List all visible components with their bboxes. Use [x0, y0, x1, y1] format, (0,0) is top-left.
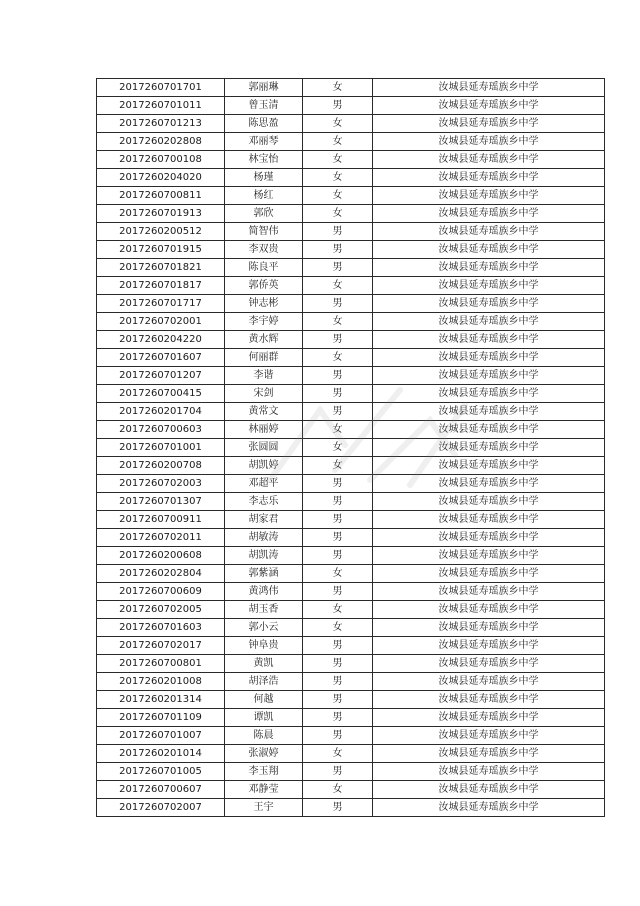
school-name-cell: 汝城县延寿瑶族乡中学: [373, 799, 605, 817]
candidate-name-cell: 宋剑: [225, 385, 303, 403]
candidate-id-cell: 2017260201008: [97, 673, 225, 691]
school-name-cell: 汝城县延寿瑶族乡中学: [373, 151, 605, 169]
school-name-cell: 汝城县延寿瑶族乡中学: [373, 511, 605, 529]
school-name-cell: 汝城县延寿瑶族乡中学: [373, 97, 605, 115]
table-row: [97, 187, 605, 205]
candidate-sex-cell: 男: [303, 241, 373, 259]
school-name-cell: 汝城县延寿瑶族乡中学: [373, 439, 605, 457]
candidate-id-cell: 2017260701915: [97, 241, 225, 259]
candidate-name-cell: 何越: [225, 691, 303, 709]
candidate-id-cell: 2017260702017: [97, 637, 225, 655]
candidate-name-cell: 黄常文: [225, 403, 303, 421]
candidate-name-cell: 李玉翔: [225, 763, 303, 781]
school-name-cell: 汝城县延寿瑶族乡中学: [373, 475, 605, 493]
candidate-name-cell: 胡家君: [225, 511, 303, 529]
school-name-cell: 汝城县延寿瑶族乡中学: [373, 79, 605, 97]
candidate-sex-cell: 女: [303, 421, 373, 439]
school-name-cell: 汝城县延寿瑶族乡中学: [373, 565, 605, 583]
table-row: [97, 223, 605, 241]
school-name-cell: 汝城县延寿瑶族乡中学: [373, 727, 605, 745]
school-name-cell: 汝城县延寿瑶族乡中学: [373, 709, 605, 727]
candidate-id-cell: 2017260701109: [97, 709, 225, 727]
candidate-sex-cell: 女: [303, 277, 373, 295]
candidate-name-cell: 黄凯: [225, 655, 303, 673]
school-name-cell: 汝城县延寿瑶族乡中学: [373, 367, 605, 385]
candidate-id-cell: 2017260700811: [97, 187, 225, 205]
candidate-sex-cell: 男: [303, 637, 373, 655]
candidate-name-cell: 陈晨: [225, 727, 303, 745]
candidate-id-cell: 2017260702011: [97, 529, 225, 547]
candidate-id-cell: 2017260701307: [97, 493, 225, 511]
school-name-cell: 汝城县延寿瑶族乡中学: [373, 187, 605, 205]
candidate-sex-cell: 男: [303, 763, 373, 781]
candidate-id-cell: 2017260702005: [97, 601, 225, 619]
school-name-cell: 汝城县延寿瑶族乡中学: [373, 583, 605, 601]
candidate-sex-cell: 男: [303, 691, 373, 709]
candidate-name-cell: 简智伟: [225, 223, 303, 241]
school-name-cell: 汝城县延寿瑶族乡中学: [373, 403, 605, 421]
candidate-sex-cell: 女: [303, 439, 373, 457]
candidate-name-cell: 邓静莹: [225, 781, 303, 799]
school-name-cell: 汝城县延寿瑶族乡中学: [373, 691, 605, 709]
table-row: [97, 205, 605, 223]
candidate-id-cell: 2017260702003: [97, 475, 225, 493]
table-row: [97, 277, 605, 295]
candidate-sex-cell: 男: [303, 529, 373, 547]
school-name-cell: 汝城县延寿瑶族乡中学: [373, 385, 605, 403]
table-row: [97, 133, 605, 151]
table-row: [97, 385, 605, 403]
candidate-sex-cell: 男: [303, 511, 373, 529]
candidate-sex-cell: 男: [303, 259, 373, 277]
candidate-sex-cell: 男: [303, 475, 373, 493]
table-row: [97, 583, 605, 601]
candidate-name-cell: 张淑婷: [225, 745, 303, 763]
candidate-name-cell: 胡凯涛: [225, 547, 303, 565]
table-row: [97, 547, 605, 565]
table-row: [97, 241, 605, 259]
candidate-name-cell: 王宇: [225, 799, 303, 817]
candidate-sex-cell: 女: [303, 187, 373, 205]
table-row: [97, 709, 605, 727]
candidate-name-cell: 黄鸿伟: [225, 583, 303, 601]
candidate-sex-cell: 女: [303, 349, 373, 367]
candidate-name-cell: 胡泽浩: [225, 673, 303, 691]
candidate-id-cell: 2017260202804: [97, 565, 225, 583]
candidate-id-cell: 2017260204020: [97, 169, 225, 187]
candidate-id-cell: 2017260700911: [97, 511, 225, 529]
table-row: [97, 511, 605, 529]
school-name-cell: 汝城县延寿瑶族乡中学: [373, 601, 605, 619]
candidate-sex-cell: 男: [303, 385, 373, 403]
candidate-id-cell: 2017260202808: [97, 133, 225, 151]
school-name-cell: 汝城县延寿瑶族乡中学: [373, 637, 605, 655]
candidate-sex-cell: 女: [303, 601, 373, 619]
candidate-sex-cell: 男: [303, 403, 373, 421]
table-row: [97, 673, 605, 691]
candidate-id-cell: 2017260701001: [97, 439, 225, 457]
school-name-cell: 汝城县延寿瑶族乡中学: [373, 547, 605, 565]
table-row: [97, 331, 605, 349]
school-name-cell: 汝城县延寿瑶族乡中学: [373, 529, 605, 547]
candidate-id-cell: 2017260701011: [97, 97, 225, 115]
candidate-sex-cell: 男: [303, 493, 373, 511]
candidate-name-cell: 陈思盈: [225, 115, 303, 133]
school-name-cell: 汝城县延寿瑶族乡中学: [373, 313, 605, 331]
candidate-sex-cell: 男: [303, 367, 373, 385]
school-name-cell: 汝城县延寿瑶族乡中学: [373, 349, 605, 367]
candidate-name-cell: 邓超平: [225, 475, 303, 493]
candidate-sex-cell: 女: [303, 151, 373, 169]
candidate-id-cell: 2017260701213: [97, 115, 225, 133]
candidate-sex-cell: 女: [303, 781, 373, 799]
table-row: [97, 367, 605, 385]
table-row: [97, 79, 605, 97]
candidate-id-cell: 2017260702007: [97, 799, 225, 817]
table-row: [97, 781, 605, 799]
candidate-id-cell: 2017260701607: [97, 349, 225, 367]
school-name-cell: 汝城县延寿瑶族乡中学: [373, 673, 605, 691]
candidate-sex-cell: 男: [303, 673, 373, 691]
candidate-sex-cell: 女: [303, 205, 373, 223]
candidate-sex-cell: 女: [303, 133, 373, 151]
table-row: [97, 763, 605, 781]
candidate-sex-cell: 女: [303, 565, 373, 583]
school-name-cell: 汝城县延寿瑶族乡中学: [373, 745, 605, 763]
table-row: [97, 475, 605, 493]
table-row: [97, 745, 605, 763]
school-name-cell: 汝城县延寿瑶族乡中学: [373, 295, 605, 313]
school-name-cell: 汝城县延寿瑶族乡中学: [373, 763, 605, 781]
school-name-cell: 汝城县延寿瑶族乡中学: [373, 169, 605, 187]
candidate-name-cell: 陈良平: [225, 259, 303, 277]
candidate-id-cell: 2017260700415: [97, 385, 225, 403]
candidate-id-cell: 2017260701821: [97, 259, 225, 277]
candidate-name-cell: 谭凯: [225, 709, 303, 727]
school-name-cell: 汝城县延寿瑶族乡中学: [373, 655, 605, 673]
candidate-sex-cell: 男: [303, 655, 373, 673]
table-row: [97, 439, 605, 457]
candidate-sex-cell: 男: [303, 583, 373, 601]
school-name-cell: 汝城县延寿瑶族乡中学: [373, 781, 605, 799]
table-row: [97, 349, 605, 367]
candidate-name-cell: 曾玉清: [225, 97, 303, 115]
candidate-id-cell: 2017260201314: [97, 691, 225, 709]
candidate-id-cell: 2017260700108: [97, 151, 225, 169]
candidate-sex-cell: 女: [303, 169, 373, 187]
table-row: [97, 295, 605, 313]
candidate-name-cell: 邓丽琴: [225, 133, 303, 151]
candidate-sex-cell: 男: [303, 97, 373, 115]
candidate-name-cell: 林宝怡: [225, 151, 303, 169]
candidate-name-cell: 李双贵: [225, 241, 303, 259]
candidate-id-cell: 2017260700609: [97, 583, 225, 601]
candidate-id-cell: 2017260701913: [97, 205, 225, 223]
candidate-id-cell: 2017260200512: [97, 223, 225, 241]
candidate-name-cell: 胡玉香: [225, 601, 303, 619]
school-name-cell: 汝城县延寿瑶族乡中学: [373, 619, 605, 637]
candidate-sex-cell: 男: [303, 727, 373, 745]
school-name-cell: 汝城县延寿瑶族乡中学: [373, 205, 605, 223]
table-row: [97, 493, 605, 511]
table-row: [97, 403, 605, 421]
candidate-id-cell: 2017260201014: [97, 745, 225, 763]
candidate-name-cell: 胡敏涛: [225, 529, 303, 547]
candidate-name-cell: 何丽群: [225, 349, 303, 367]
candidate-id-cell: 2017260701701: [97, 79, 225, 97]
candidate-sex-cell: 女: [303, 79, 373, 97]
school-name-cell: 汝城县延寿瑶族乡中学: [373, 421, 605, 439]
school-name-cell: 汝城县延寿瑶族乡中学: [373, 241, 605, 259]
school-name-cell: 汝城县延寿瑶族乡中学: [373, 259, 605, 277]
candidate-name-cell: 钟阜贵: [225, 637, 303, 655]
candidate-sex-cell: 男: [303, 709, 373, 727]
candidate-name-cell: 郭小云: [225, 619, 303, 637]
candidate-name-cell: 胡凯婷: [225, 457, 303, 475]
candidate-name-cell: 黄水辉: [225, 331, 303, 349]
candidate-id-cell: 2017260201704: [97, 403, 225, 421]
candidate-sex-cell: 男: [303, 799, 373, 817]
table-row: [97, 601, 605, 619]
candidate-id-cell: 2017260701603: [97, 619, 225, 637]
table-row: [97, 529, 605, 547]
school-name-cell: 汝城县延寿瑶族乡中学: [373, 493, 605, 511]
candidate-id-cell: 2017260701007: [97, 727, 225, 745]
candidate-id-cell: 2017260701005: [97, 763, 225, 781]
candidate-name-cell: 李宇婷: [225, 313, 303, 331]
candidate-id-cell: 2017260702001: [97, 313, 225, 331]
table-row: [97, 637, 605, 655]
candidate-sex-cell: 男: [303, 547, 373, 565]
table-row: [97, 115, 605, 133]
candidate-id-cell: 2017260701207: [97, 367, 225, 385]
table-row: [97, 421, 605, 439]
candidate-name-cell: 郭侨英: [225, 277, 303, 295]
table-row: [97, 97, 605, 115]
candidate-id-cell: 2017260701717: [97, 295, 225, 313]
candidate-sex-cell: 女: [303, 619, 373, 637]
candidate-name-cell: 郭欣: [225, 205, 303, 223]
candidate-name-cell: 李谐: [225, 367, 303, 385]
candidate-sex-cell: 女: [303, 457, 373, 475]
roster-table: [96, 78, 605, 817]
table-row: [97, 457, 605, 475]
candidate-name-cell: 杨瑾: [225, 169, 303, 187]
candidate-id-cell: 2017260701817: [97, 277, 225, 295]
candidate-id-cell: 2017260200708: [97, 457, 225, 475]
candidate-id-cell: 2017260700607: [97, 781, 225, 799]
table-row: [97, 727, 605, 745]
table-row: [97, 565, 605, 583]
school-name-cell: 汝城县延寿瑶族乡中学: [373, 277, 605, 295]
candidate-name-cell: 郭紫涵: [225, 565, 303, 583]
candidate-id-cell: 2017260204220: [97, 331, 225, 349]
candidate-id-cell: 2017260200608: [97, 547, 225, 565]
candidate-id-cell: 2017260700603: [97, 421, 225, 439]
candidate-sex-cell: 男: [303, 223, 373, 241]
candidate-name-cell: 林丽婷: [225, 421, 303, 439]
candidate-sex-cell: 男: [303, 295, 373, 313]
candidate-name-cell: 李志乐: [225, 493, 303, 511]
candidate-id-cell: 2017260700801: [97, 655, 225, 673]
candidate-name-cell: 郭丽琳: [225, 79, 303, 97]
candidate-name-cell: 钟志彬: [225, 295, 303, 313]
candidate-sex-cell: 女: [303, 745, 373, 763]
school-name-cell: 汝城县延寿瑶族乡中学: [373, 457, 605, 475]
table-row: [97, 691, 605, 709]
candidate-name-cell: 杨红: [225, 187, 303, 205]
table-row: [97, 169, 605, 187]
candidate-sex-cell: 女: [303, 115, 373, 133]
table-row: [97, 655, 605, 673]
table-row: [97, 313, 605, 331]
school-name-cell: 汝城县延寿瑶族乡中学: [373, 331, 605, 349]
table-row: [97, 799, 605, 817]
candidate-sex-cell: 女: [303, 313, 373, 331]
school-name-cell: 汝城县延寿瑶族乡中学: [373, 133, 605, 151]
candidate-sex-cell: 男: [303, 331, 373, 349]
table-row: [97, 259, 605, 277]
school-name-cell: 汝城县延寿瑶族乡中学: [373, 115, 605, 133]
table-row: [97, 619, 605, 637]
table-row: [97, 151, 605, 169]
roster-body: [97, 79, 605, 817]
candidate-name-cell: 张圆圆: [225, 439, 303, 457]
school-name-cell: 汝城县延寿瑶族乡中学: [373, 223, 605, 241]
